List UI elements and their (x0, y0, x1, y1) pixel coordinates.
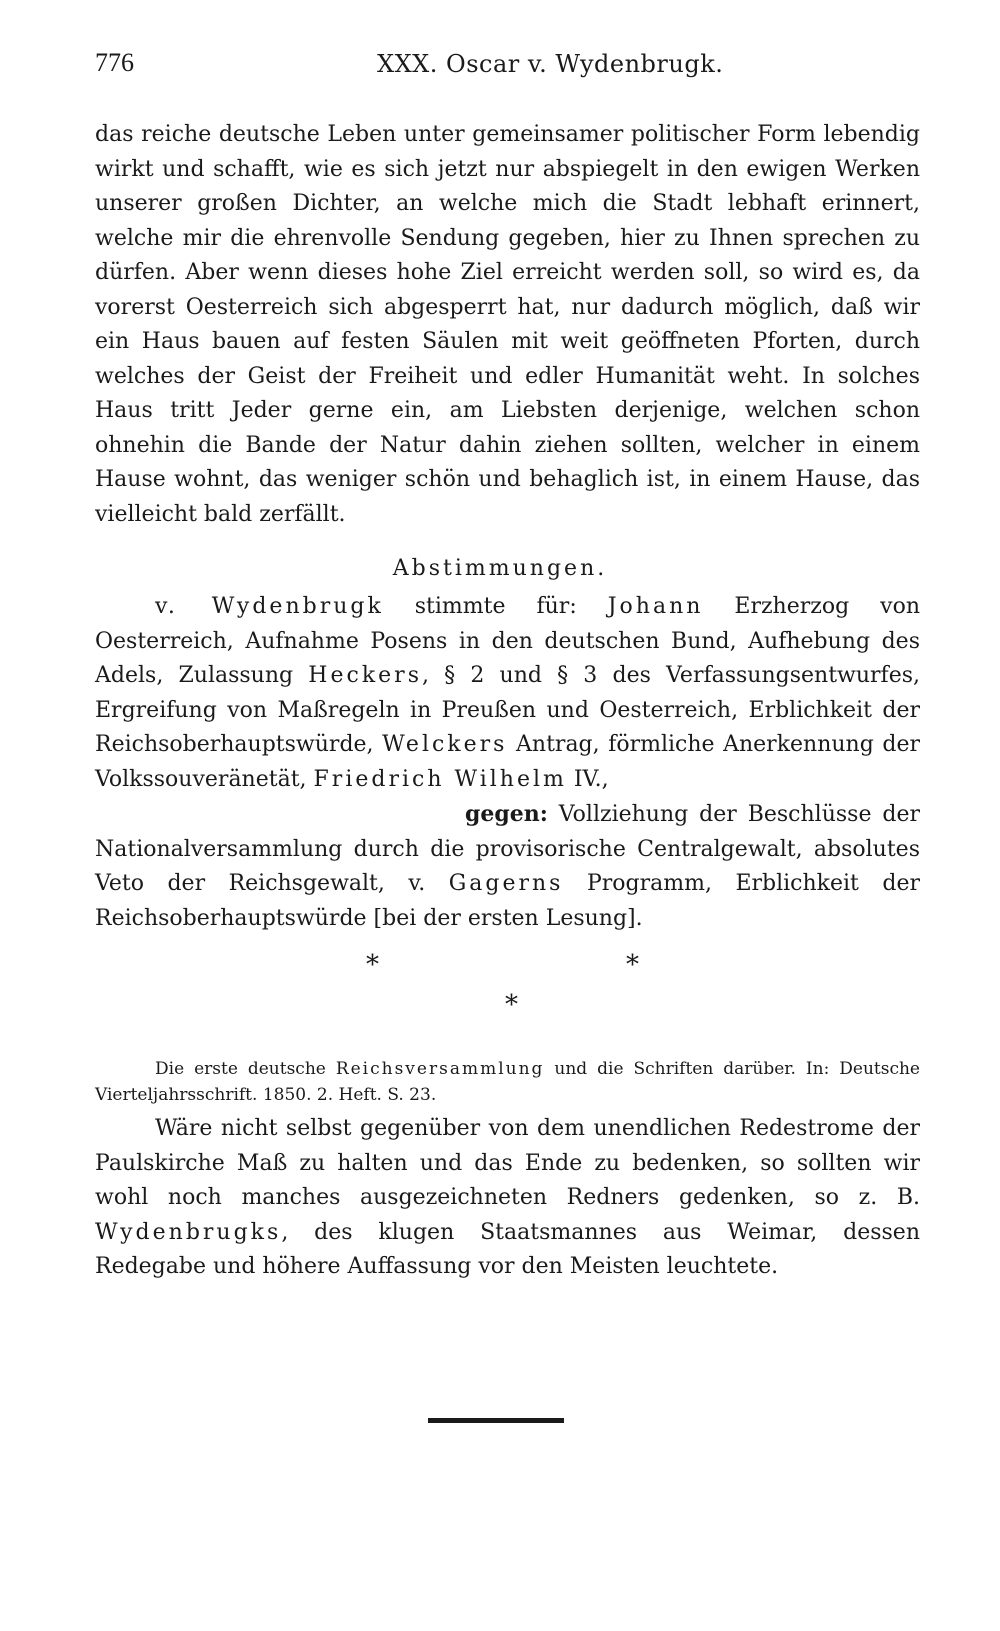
votes-against-label: gegen: (465, 801, 548, 827)
quote-text-1: Wäre nicht selbst gegenüber von dem unendlichen Redestrome der Paulskirche Maß zu halten und das Ende zu bedenken, so sollten wir wohl noch manches ausgezeichneten Redners gedenken, so z. B. (95, 1116, 920, 1210)
votes-against-text-1: Vollziehung der Beschlüsse der Nationalversammlung durch die provisorische Centralgewalt, absolutes Veto der Reichsgewalt, v. (95, 802, 920, 896)
asterisk: * (626, 950, 639, 980)
votes-for-text-4: IV., (566, 766, 609, 792)
citation-title: Reichsversammlung (335, 1059, 545, 1079)
votes-gagern-name: Gagerns (448, 871, 564, 896)
votes-hecker-name: Heckers (308, 663, 422, 688)
votes-for-text-3: Antrag, förmliche Anerkennung der Volkssouveränetät, (95, 732, 920, 792)
citation-prefix: Die erste deutsche (155, 1059, 336, 1079)
votes-against-row (95, 797, 920, 936)
votes-paragraph (95, 590, 920, 936)
asterisk: * (505, 990, 518, 1020)
section-heading: Abstimmungen. (392, 556, 608, 581)
asterisk: * (366, 950, 379, 980)
votes-for-text-2: , § 2 und § 3 des Verfassungsentwurfes, Ergreifung von Maßregeln in Preußen und Oesterreich, Erblichkeit der Reichsoberhauptswürde, (95, 663, 921, 757)
running-head: XXX. Oscar v. Wydenbrugk. (377, 50, 724, 78)
quote-text-2: , des klugen Staatsmannes aus Weimar, dessen Redegabe und höhere Auffassung vor den Meisten leuchtete. (95, 1219, 920, 1279)
citation (95, 1056, 920, 1108)
votes-for-text-1: Erzherzog von Oesterreich, Aufnahme Posens in den deutschen Bund, Aufhebung des Adels, Zulassung (95, 594, 920, 688)
main-paragraph: das reiche deutsche Leben unter gemeinsamer politischer Form lebendig wirkt und schafft, wie es sich jetzt nur abspiegelt in den ewigen Werken unserer großen Dichter, an welche mich die Stadt lebhaft erinnert, welche mir die ehrenvolle Sendung gegeben, hier zu Ihnen sprechen zu dürfen. Aber wenn dieses hohe Ziel erreicht werden soll, so wird es, da vorerst Oesterreich sich abgesperrt hat, nur dadurch möglich, daß wir ein Haus bauen auf festen Säulen mit weit geöffneten Pforten, durch welches der Geist der Freiheit und edler Humanität weht. In solches Haus tritt Jeder gerne ein, am Liebsten derjenige, welchen schon ohnehin die Bande der Natur dahin ziehen sollten, welcher in einem Hause wohnt, das weniger schön und behaglich ist, in einem Hause, das vielleicht bald zerfällt. (95, 122, 920, 527)
quote-paragraph (95, 1112, 920, 1285)
page-number: 776 (95, 48, 134, 77)
votes-against-text-2: Programm, Erblichkeit der Reichsoberhauptswürde [bei der ersten Lesung]. (95, 871, 920, 931)
quote-name: Wydenbrugks (95, 1219, 282, 1245)
votes-friedrich-name: Friedrich Wilhelm (313, 766, 567, 792)
votes-welcker-name: Welckers (382, 732, 508, 757)
citation-suffix: und die Schriften darüber. In: Deutsche Vierteljahrsschrift. 1850. 2. Heft. S. 23. (95, 1059, 920, 1105)
section-separator (0, 950, 1000, 1020)
votes-for-johann: Johann (607, 594, 704, 619)
page-header (95, 48, 920, 82)
voter-name: v. Wydenbrugk (155, 594, 384, 619)
closing-rule (428, 1418, 564, 1423)
votes-for-intro: stimmte für: (383, 594, 608, 619)
